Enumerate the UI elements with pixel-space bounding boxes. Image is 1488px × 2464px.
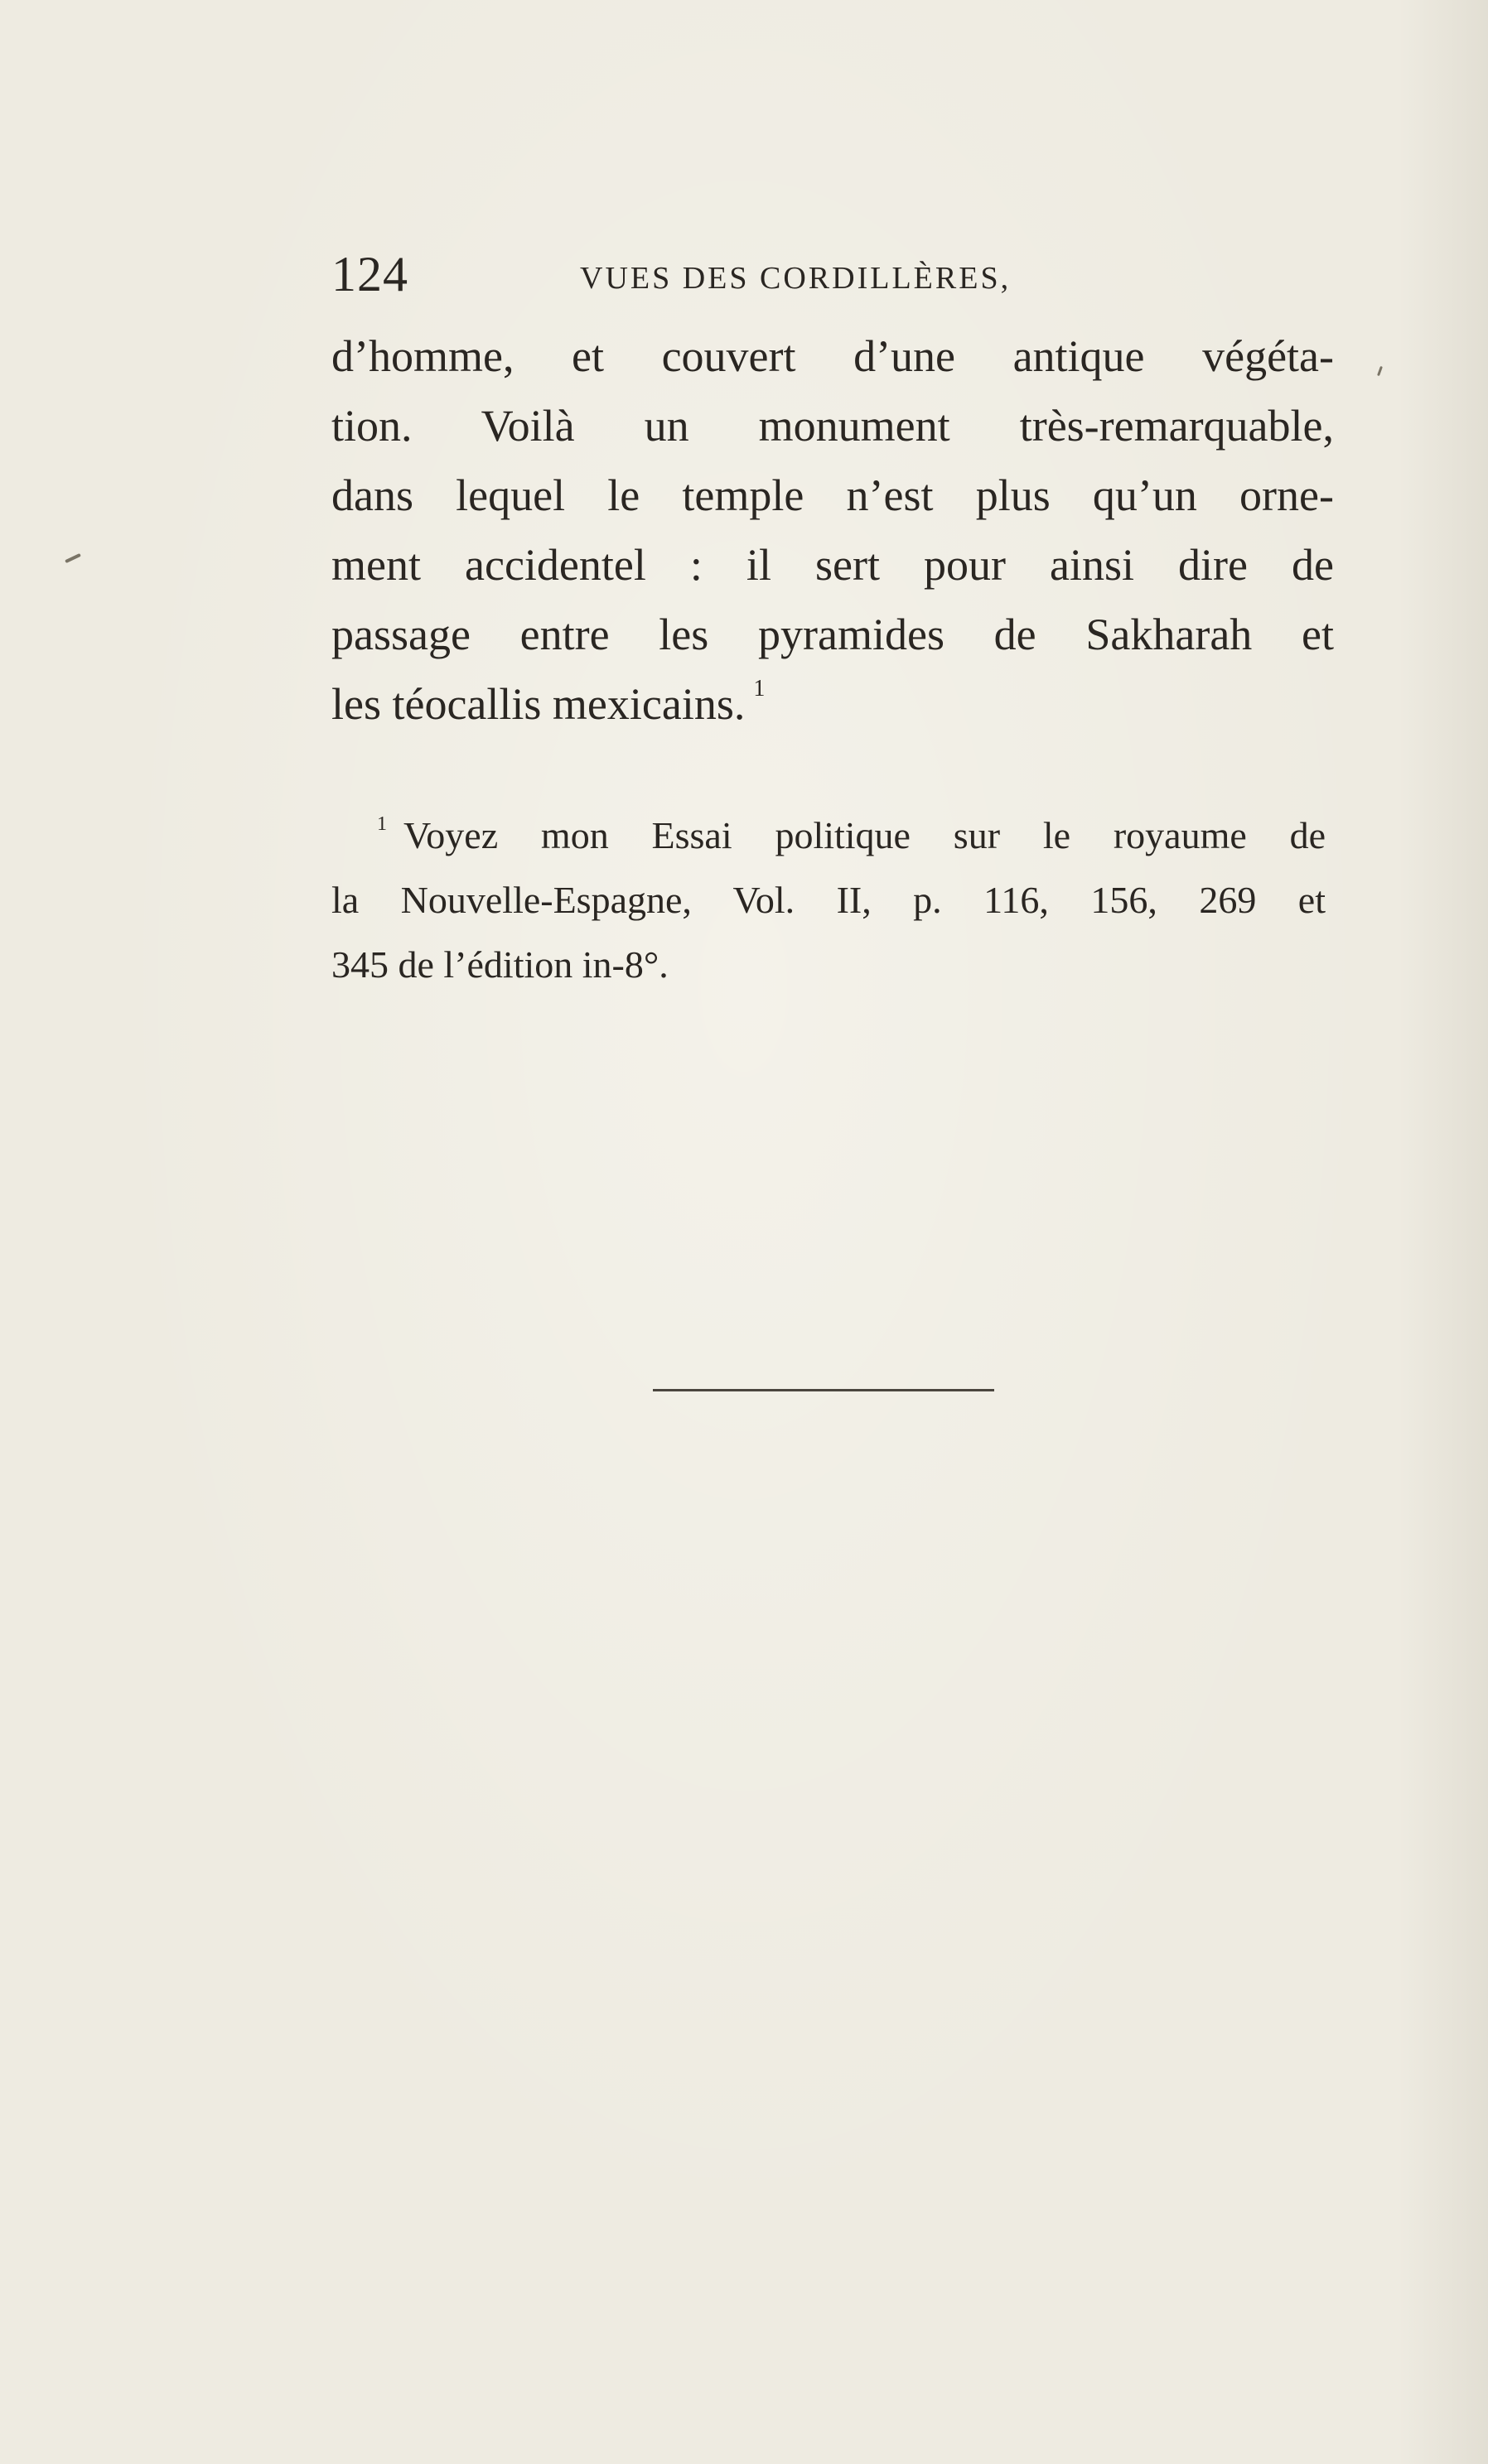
running-head bbox=[331, 245, 1110, 303]
footnote-line: 345 de l’édition in-8°. bbox=[331, 943, 669, 986]
paper-speck bbox=[1377, 366, 1383, 376]
footnote-mark: 1 bbox=[377, 813, 387, 835]
running-title: VUES DES CORDILLÈRES, bbox=[580, 261, 1012, 296]
footnote bbox=[331, 803, 1326, 997]
text-line-last bbox=[331, 669, 1334, 739]
text-line-content: les téocallis mexicains. bbox=[331, 679, 746, 729]
main-text bbox=[331, 321, 1334, 739]
text-line: d’homme, et couvert d’une antique végéta- bbox=[331, 331, 1334, 381]
text-line: passage entre les pyramides de Sakharah et bbox=[331, 610, 1334, 659]
footnote-reference: 1 bbox=[753, 676, 766, 702]
paper-speck bbox=[65, 553, 81, 563]
footnote-line-content: Voyez mon Essai politique sur le royaume de bbox=[403, 814, 1326, 856]
text-line: ment accidentel : il sert pour ainsi dire de bbox=[331, 540, 1334, 590]
footer-rule bbox=[653, 1389, 994, 1391]
text-line: tion. Voilà un monument très-remarquable, bbox=[331, 401, 1334, 451]
page-number: 124 bbox=[331, 247, 408, 301]
footnote-line: la Nouvelle-Espagne, Vol. II, p. 116, 156, 269 et bbox=[331, 879, 1326, 921]
footnote-line bbox=[331, 803, 1326, 868]
text-line: dans lequel le temple n’est plus qu’un orne- bbox=[331, 470, 1334, 520]
